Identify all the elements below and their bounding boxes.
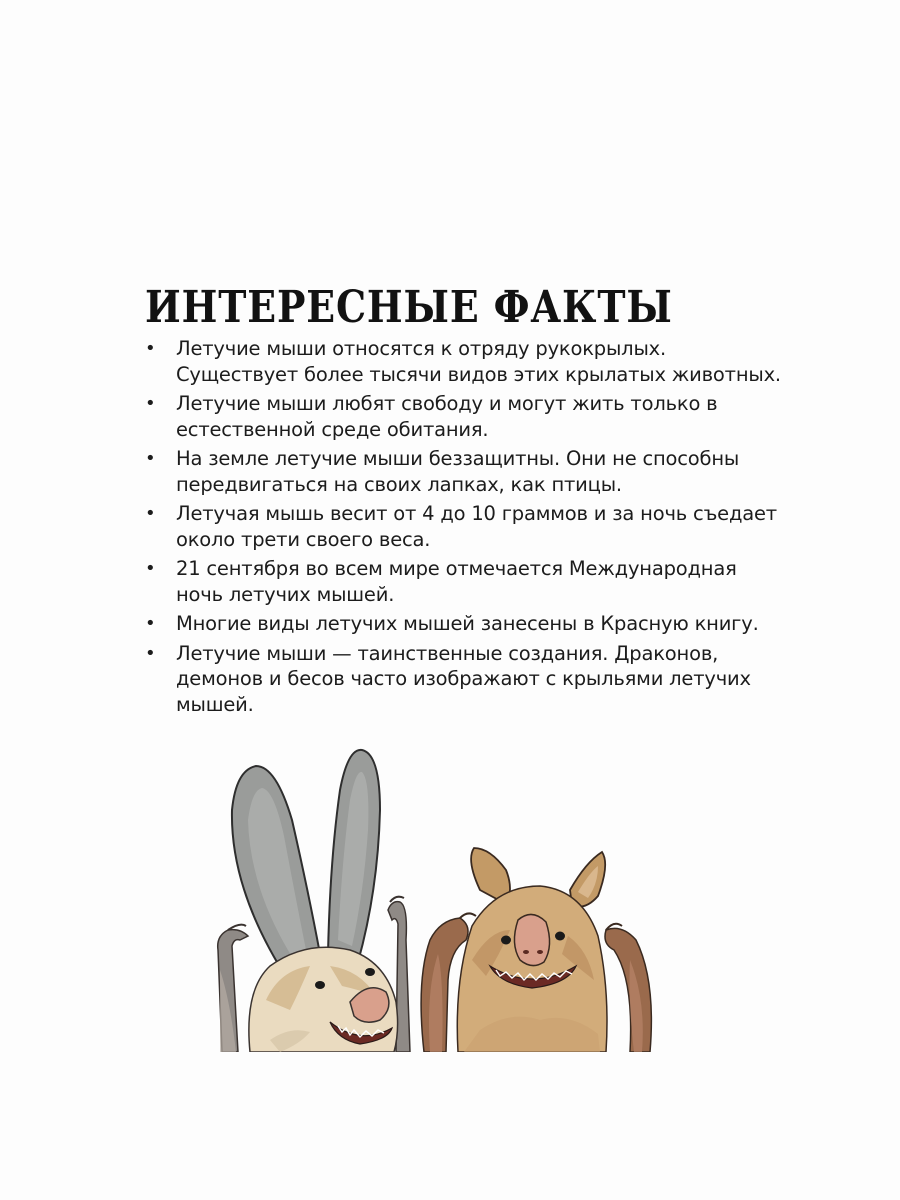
fact-text: Летучие мыши — таинственные создания. Драконов, демонов и бесов часто изображают с крыльями летучих мышей.	[176, 641, 751, 716]
fact-text: Летучие мыши любят свободу и могут жить только в естественной среде обитания.	[176, 392, 718, 441]
page-title: ИНТЕРЕСНЫЕ ФАКТЫ	[145, 282, 673, 333]
fact-text: На земле летучие мыши беззащитны. Они не способны передвигаться на своих лапках, как птицы.	[176, 447, 740, 496]
bullet-icon: •	[145, 503, 156, 524]
fact-text: Летучая мышь весит от 4 до 10 граммов и за ночь съедает около трети своего веса.	[176, 502, 777, 551]
fact-item	[143, 501, 783, 552]
fact-text: Многие виды летучих мышей занесены в Красную книгу.	[176, 612, 759, 635]
horseshoe-bat-illustration	[421, 848, 651, 1052]
fact-item	[143, 391, 783, 442]
long-eared-bat-illustration	[218, 750, 410, 1052]
fact-item	[143, 641, 783, 718]
bullet-icon: •	[145, 558, 156, 579]
bullet-icon: •	[145, 393, 156, 414]
fact-item	[143, 556, 783, 607]
facts-list	[143, 336, 783, 721]
bullet-icon: •	[145, 338, 156, 359]
bats-illustration	[210, 740, 660, 1052]
fact-text: Летучие мыши относятся к отряду рукокрылых. Существует более тысячи видов этих крылатых животных.	[176, 337, 781, 386]
bullet-icon: •	[145, 642, 156, 664]
fact-item	[143, 336, 783, 387]
fact-text: 21 сентября во всем мире отмечается Международная ночь летучих мышей.	[176, 557, 737, 606]
fact-item	[143, 611, 783, 637]
bullet-icon: •	[145, 613, 156, 634]
fact-item	[143, 446, 783, 497]
bullet-icon: •	[145, 448, 156, 469]
